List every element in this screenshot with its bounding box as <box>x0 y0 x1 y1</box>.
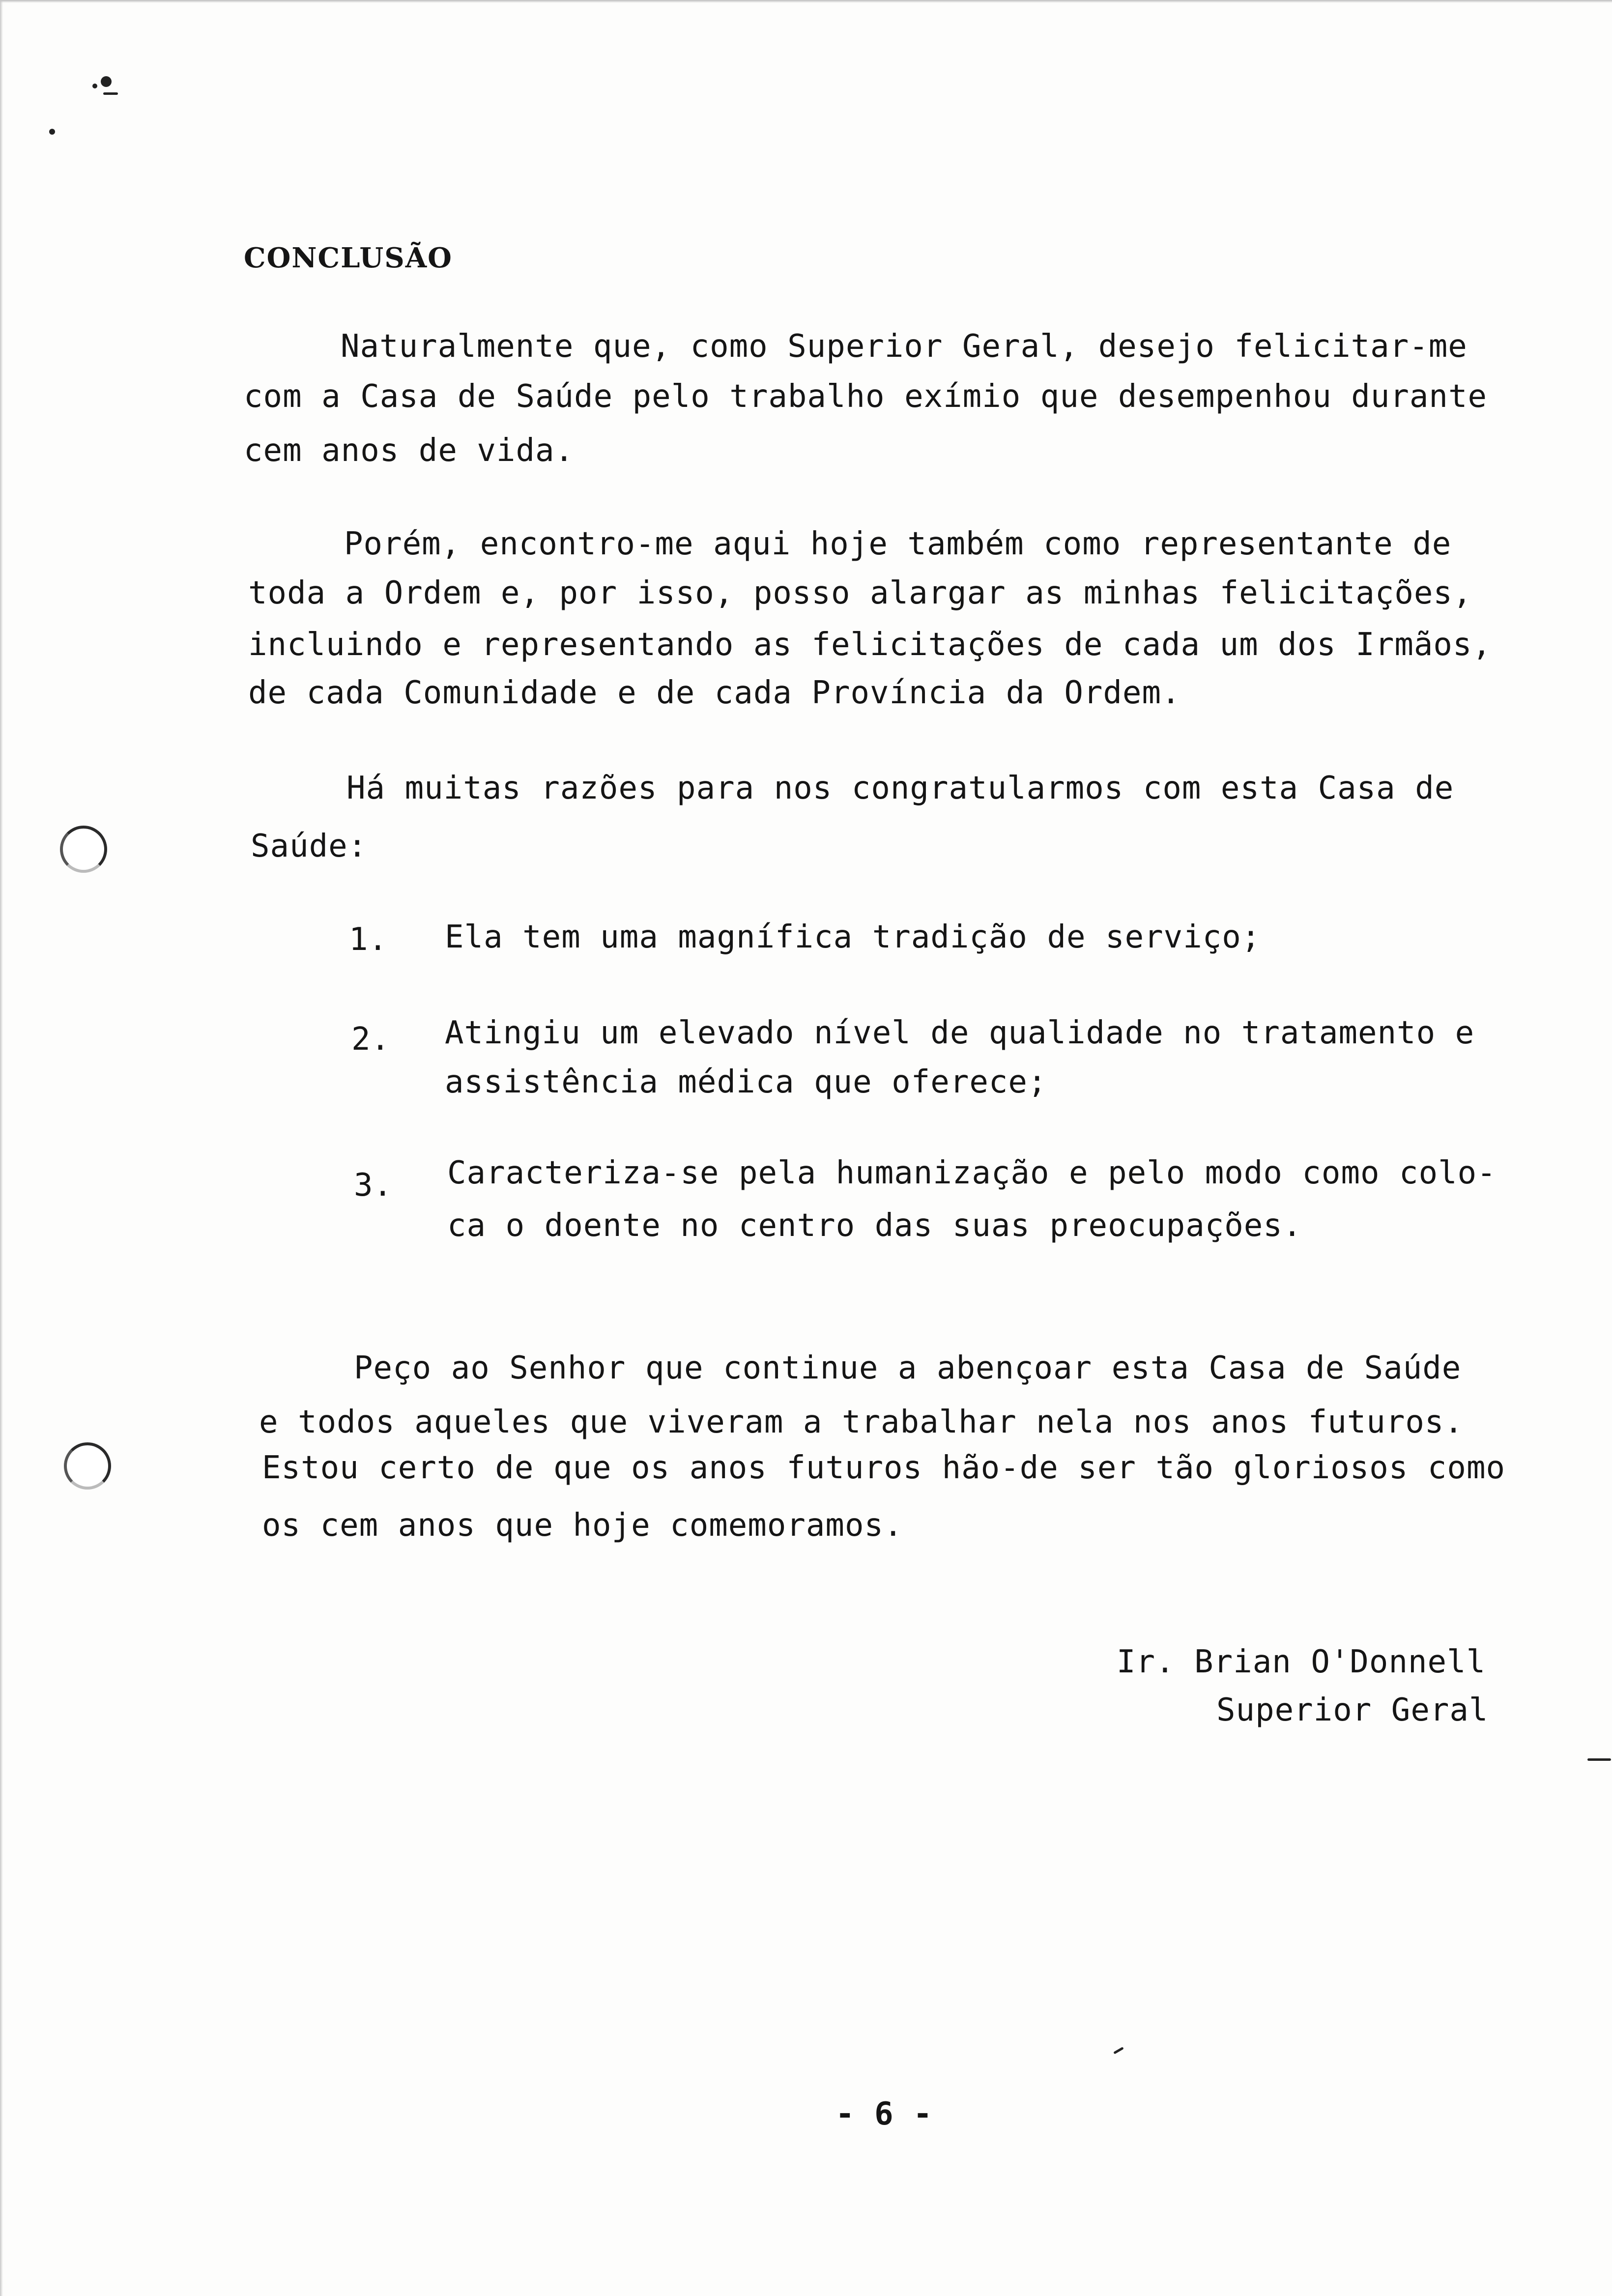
signature-title: Superior Geral <box>1216 1692 1489 1728</box>
speck-mark <box>92 84 97 88</box>
scan-left-edge <box>0 0 3 2296</box>
list-item-text: Caracteriza-se pela humanização e pelo modo como colo- <box>447 1155 1497 1191</box>
paragraph-1-line: com a Casa de Saúde pelo trabalho exímio que desempenhou durante <box>244 378 1487 415</box>
margin-mark <box>1587 1758 1611 1761</box>
paragraph-2-line: toda a Ordem e, por isso, posso alargar as minhas felicitações, <box>248 575 1472 611</box>
paragraph-1-line: cem anos de vida. <box>244 432 575 469</box>
speck-mark <box>49 129 55 135</box>
page-number: - 6 - <box>835 2096 933 2132</box>
signature-name: Ir. Brian O'Donnell <box>1117 1644 1486 1680</box>
list-item-number: 2. <box>351 1021 391 1058</box>
section-heading: CONCLUSÃO <box>244 242 453 274</box>
paragraph-2-line: Porém, encontro-me aqui hoje também como representante de <box>344 526 1452 562</box>
scan-top-edge <box>0 0 1612 3</box>
list-item-number: 3. <box>354 1167 393 1204</box>
paragraph-3-line: Saúde: <box>251 828 368 864</box>
paragraph-4-line: e todos aqueles que viveram a trabalhar nela nos anos futuros. <box>259 1404 1464 1440</box>
list-item-text: assistência médica que oferece; <box>445 1064 1047 1100</box>
speck-mark <box>103 92 118 95</box>
paragraph-3-line: Há muitas razões para nos congratularmos com esta Casa de <box>346 770 1454 806</box>
paragraph-1-line: Naturalmente que, como Superior Geral, desejo felicitar-me <box>341 328 1468 365</box>
speck-mark <box>101 76 112 87</box>
speck-mark <box>1113 2047 1124 2054</box>
paragraph-4-line: Peço ao Senhor que continue a abençoar esta Casa de Saúde <box>354 1350 1462 1386</box>
list-item-text: ca o doente no centro das suas preocupações. <box>447 1207 1302 1244</box>
punch-hole-lower <box>64 1442 111 1490</box>
list-item-text: Atingiu um elevado nível de qualidade no tratamento e <box>445 1015 1475 1051</box>
paragraph-2-line: incluindo e representando as felicitações de cada um dos Irmãos, <box>248 627 1492 663</box>
paragraph-4-line: Estou certo de que os anos futuros hão-de ser tão gloriosos como <box>262 1450 1505 1486</box>
paragraph-4-line: os cem anos que hoje comemoramos. <box>262 1507 903 1544</box>
punch-hole-upper <box>60 826 107 873</box>
list-item-text: Ela tem uma magnífica tradição de serviço; <box>445 919 1261 955</box>
list-item-number: 1. <box>349 921 388 958</box>
paragraph-2-line: de cada Comunidade e de cada Província da Ordem. <box>248 675 1181 711</box>
